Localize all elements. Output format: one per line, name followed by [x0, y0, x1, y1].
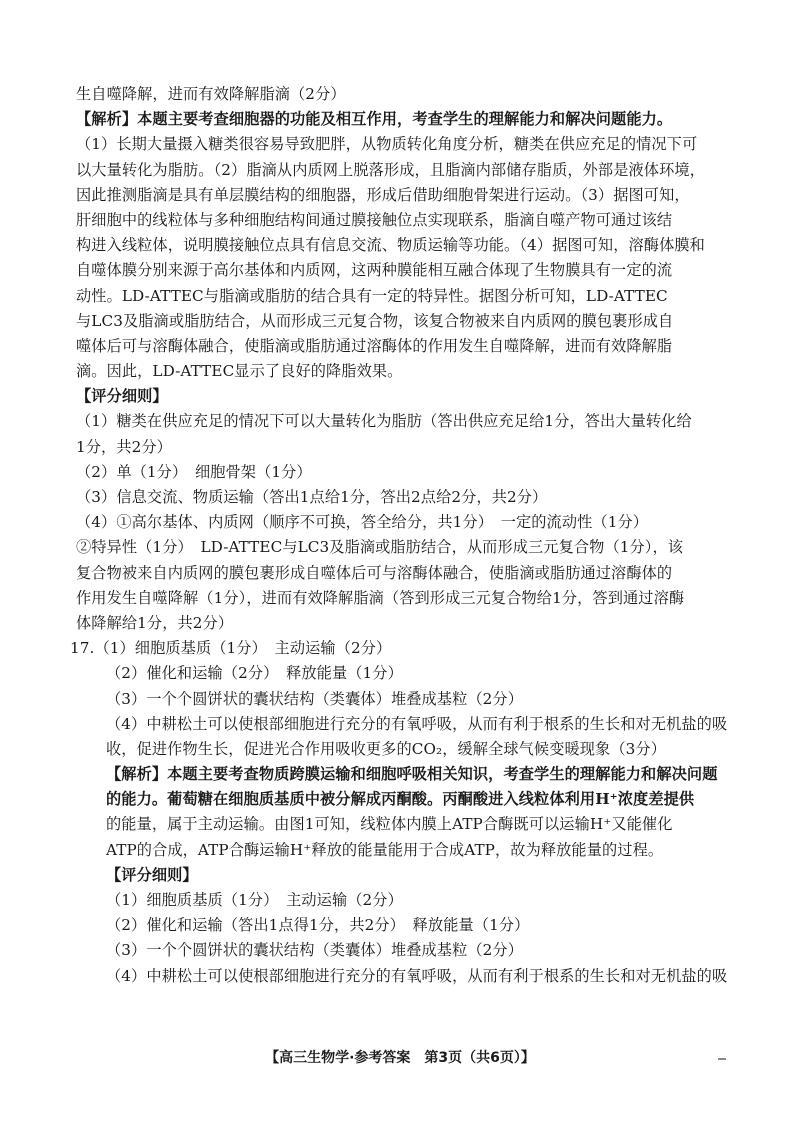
- text-line-19: ②特异性（1分） LD-ATTEC与LC3及脂滴或脂肪结合，从而形成三元复合物（1分），该: [76, 538, 684, 557]
- answer-page-body: [70, 82, 728, 989]
- scoring-heading-17: 【评分细则】: [106, 865, 198, 884]
- text-line-10: 与LC3及脂滴或脂肪结合，从而形成三元复合物，该复合物被来自内质网的膜包裹形成自: [76, 311, 674, 330]
- footer-dash-mark: [718, 1058, 726, 1060]
- text-line-16: （2）单（1分） 细胞骨架（1分）: [76, 462, 312, 481]
- text-line-4: 以大量转化为脂肪。（2）脂滴从内质网上脱落形成，且脂滴内部储存脂质，外部是液体环境，: [76, 160, 705, 179]
- text-line-7: 构进入线粒体，说明膜接触位点具有信息交流、物质运输等功能。（4）据图可知，溶酶体膜和: [76, 236, 705, 255]
- question-17-answer-2: （2）催化和运输（2分） 释放能量（1分）: [106, 664, 403, 683]
- question-17-answer-3: （3）一个个圆饼状的囊状结构（类囊体）堆叠成基粒（2分）: [106, 689, 524, 708]
- text-line-34: （2）催化和运输（答出1点得1分，共2分） 释放能量（1分）: [106, 916, 530, 935]
- question-17-answer-4a: （4）中耕松土可以使根部细胞进行充分的有氧呼吸，从而有利于根系的生长和对无机盐的吸: [106, 714, 728, 733]
- text-line-22: 体降解给1分，共2分）: [76, 613, 234, 632]
- analysis-heading-17: 【解析】本题主要考查物质跨膜运输和细胞呼吸相关知识，考查学生的理解能力和解决问题: [106, 765, 718, 784]
- text-line-31: ATP的合成，ATP合酶运输H⁺释放的能量能用于合成ATP，故为释放能量的过程。: [106, 840, 664, 859]
- question-17-answer-1: 17.（1）细胞质基质（1分） 主动运输（2分）: [70, 639, 392, 658]
- text-line-8: 自噬体膜分别来源于高尔基体和内质网，这两种膜能相互融合体现了生物膜具有一定的流: [76, 261, 673, 280]
- text-line-30: 的能量，属于主动运输。由图1可知，线粒体内膜上ATP合酶既可以运输H⁺又能催化: [106, 815, 673, 834]
- page-footer: 【高三生物学·参考答案 第3页（共6页）】: [265, 1050, 535, 1066]
- text-line-14: （1）糖类在供应充足的情况下可以大量转化为脂肪（答出供应充足给1分，答出大量转化给: [76, 412, 692, 431]
- text-line-18: （4）①高尔基体、内质网（顺序不可换，答全给分，共1分） 一定的流动性（1分）: [76, 513, 649, 532]
- text-line-1: 生自噬降解，进而有效降解脂滴（2分）: [76, 85, 346, 103]
- text-line-21: 作用发生自噬降解（1分），进而有效降解脂滴（答到形成三元复合物给1分，答到通过溶酶: [76, 588, 685, 607]
- scoring-heading-16: 【评分细则】: [76, 387, 168, 406]
- analysis-heading-16: 【解析】本题主要考查细胞器的功能及相互作用，考查学生的理解能力和解决问题能力。: [76, 110, 673, 129]
- text-line-12: 滴。因此，LD-ATTEC显示了良好的降脂效果。: [76, 362, 403, 381]
- text-line-29: 的能力。葡萄糖在细胞质基质中被分解成丙酮酸。丙酮酸进入线粒体利用H⁺浓度差提供: [106, 790, 695, 809]
- question-17-answer-4b: 收，促进作物生长，促进光合作用吸收更多的CO₂，缓解全球气候变暖现象（3分）: [106, 739, 666, 758]
- text-line-36: （4）中耕松土可以使根部细胞进行充分的有氧呼吸，从而有利于根系的生长和对无机盐的吸: [106, 966, 728, 985]
- text-line-20: 复合物被来自内质网的膜包裹形成自噬体后可与溶酶体融合，使脂滴或脂肪通过溶酶体的: [76, 563, 673, 582]
- text-line-6: 肝细胞中的线粒体与多种细胞结构间通过膜接触位点实现联系，脂滴自噬产物可通过该结: [76, 210, 673, 229]
- text-line-33: （1）细胞质基质（1分） 主动运输（2分）: [106, 891, 403, 909]
- text-line-35: （3）一个个圆饼状的囊状结构（类囊体）堆叠成基粒（2分）: [106, 941, 524, 960]
- text-line-15: 1分，共2分）: [76, 437, 172, 456]
- text-line-3: （1）长期大量摄入糖类很容易导致肥胖，从物质转化角度分析，糖类在供应充足的情况下可: [76, 135, 698, 154]
- text-line-11: 噬体后可与溶酶体融合，使脂滴或脂肪通过溶酶体的作用发生自噬降解，进而有效降解脂: [76, 336, 673, 355]
- text-line-17: （3）信息交流、物质运输（答出1点给1分，答出2点给2分，共2分）: [76, 488, 548, 506]
- text-line-5: 因此推测脂滴是具有单层膜结构的细胞器，形成后借助细胞骨架进行运动。（3）据图可知，: [76, 185, 690, 204]
- text-line-9: 动性。LD-ATTEC与脂滴或脂肪的结合具有一定的特异性。据图分析可知，LD-ATTEC: [76, 286, 668, 305]
